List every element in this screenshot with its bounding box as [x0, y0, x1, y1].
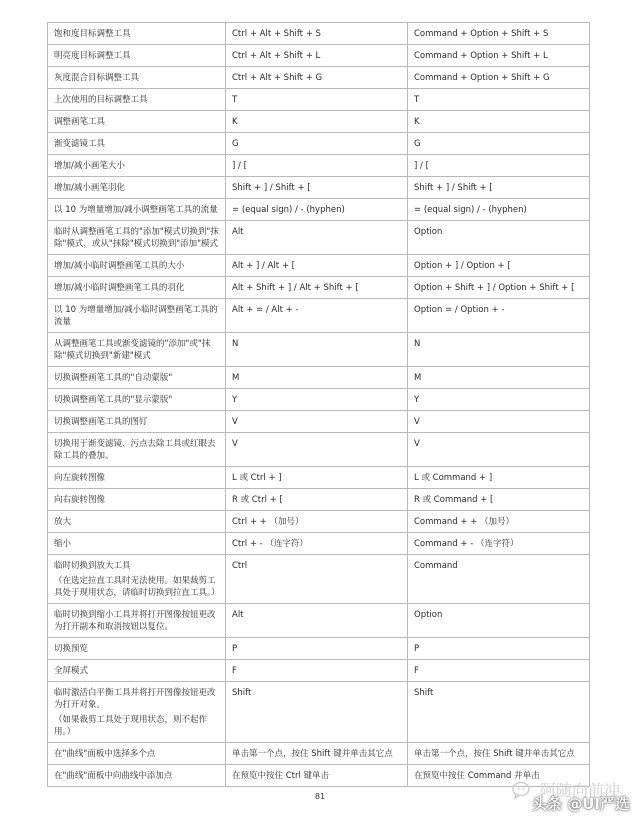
action-label: 调整画笔工具 [54, 117, 106, 127]
table-row [48, 177, 590, 199]
action-cell [48, 682, 226, 743]
action-cell [48, 660, 226, 682]
mac-shortcut-cell: P [408, 638, 590, 660]
table-row [48, 533, 590, 555]
shortcut-table-body [48, 23, 590, 787]
windows-shortcut-cell: Alt [226, 604, 408, 638]
mac-shortcut-cell: Command [408, 555, 590, 604]
source-badge: 头条 @UI严选 [532, 795, 630, 813]
windows-shortcut-cell: = (equal sign) / - (hyphen) [226, 199, 408, 221]
mac-shortcut-cell: ] / [ [408, 155, 590, 177]
mac-shortcut-cell: R 或 Command + [ [408, 489, 590, 511]
action-label: 切换调整画笔工具的"显示蒙版" [54, 395, 173, 405]
windows-shortcut-cell: Alt + Shift + ] / Alt + Shift + [ [226, 277, 408, 299]
table-row [48, 277, 590, 299]
action-label: 缩小 [54, 539, 72, 549]
windows-shortcut-cell: L 或 Ctrl + ] [226, 467, 408, 489]
shortcut-table [47, 22, 590, 787]
action-cell [48, 467, 226, 489]
windows-shortcut-cell: P [226, 638, 408, 660]
table-row [48, 199, 590, 221]
action-label: 从调整画笔工具或渐变滤镜的"添加"或"抹除"模式切换到"新建"模式 [54, 339, 211, 361]
mac-shortcut-cell: G [408, 133, 590, 155]
table-row [48, 89, 590, 111]
windows-shortcut-cell: K [226, 111, 408, 133]
table-row [48, 489, 590, 511]
windows-shortcut-cell: Ctrl + - （连字符） [226, 533, 408, 555]
table-row [48, 411, 590, 433]
action-label: 向右旋转图像 [54, 495, 106, 505]
table-row [48, 682, 590, 743]
action-cell [48, 155, 226, 177]
action-label: 在"曲线"面板中向曲线中添加点 [54, 771, 173, 781]
table-row [48, 45, 590, 67]
action-cell [48, 277, 226, 299]
mac-shortcut-cell: Option + Shift + ] / Option + Shift + [ [408, 277, 590, 299]
action-label: 切换预览 [54, 644, 89, 654]
windows-shortcut-cell: Ctrl + + （加号） [226, 511, 408, 533]
windows-shortcut-cell: Ctrl + Alt + Shift + L [226, 45, 408, 67]
action-cell [48, 743, 226, 765]
mac-shortcut-cell: T [408, 89, 590, 111]
windows-shortcut-cell: Ctrl + Alt + Shift + S [226, 23, 408, 45]
action-label: 增加/减小画笔大小 [54, 161, 125, 171]
table-row [48, 555, 590, 604]
windows-shortcut-cell: Alt [226, 221, 408, 255]
mac-shortcut-cell: Command + + （加号） [408, 511, 590, 533]
action-cell [48, 555, 226, 604]
mac-shortcut-cell: 单击第一个点，按住 Shift 键并单击其它点 [408, 743, 590, 765]
action-cell [48, 333, 226, 367]
action-label: 切换用于渐变滤镜、污点去除工具或红眼去除工具的叠加。 [54, 439, 216, 461]
document-page [47, 22, 589, 787]
windows-shortcut-cell: Shift + ] / Shift + [ [226, 177, 408, 199]
table-row [48, 604, 590, 638]
table-row [48, 155, 590, 177]
table-row [48, 23, 590, 45]
windows-shortcut-cell: Ctrl + Alt + Shift + G [226, 67, 408, 89]
mac-shortcut-cell: N [408, 333, 590, 367]
action-label: 临时激活白平衡工具并将打开图像按钮更改为打开对象。 [54, 688, 216, 710]
windows-shortcut-cell: G [226, 133, 408, 155]
action-cell [48, 489, 226, 511]
table-row [48, 743, 590, 765]
windows-shortcut-cell: Y [226, 389, 408, 411]
windows-shortcut-cell: T [226, 89, 408, 111]
action-cell [48, 367, 226, 389]
windows-shortcut-cell: Ctrl [226, 555, 408, 604]
action-cell [48, 67, 226, 89]
action-note: （在选定拉直工具时无法使用。如果裁剪工具处于现用状态，请临时切换到拉直工具。） [54, 576, 220, 598]
action-label: 灰度混合目标调整工具 [54, 73, 140, 83]
action-label: 切换调整画笔工具的"自动蒙版" [54, 373, 173, 383]
mac-shortcut-cell: Option [408, 604, 590, 638]
action-cell [48, 604, 226, 638]
mac-shortcut-cell: Shift + ] / Shift + [ [408, 177, 590, 199]
action-label: 上次使用的目标调整工具 [54, 95, 148, 105]
action-cell [48, 23, 226, 45]
mac-shortcut-cell: Option + ] / Option + [ [408, 255, 590, 277]
windows-shortcut-cell: M [226, 367, 408, 389]
action-label: 饱和度目标调整工具 [54, 29, 131, 39]
mac-shortcut-cell: Command + Option + Shift + G [408, 67, 590, 89]
mac-shortcut-cell: 在预览中按住 Command 并单击 [408, 765, 590, 787]
table-row [48, 111, 590, 133]
action-label: 临时切换到放大工具 [54, 561, 131, 571]
mac-shortcut-cell: Shift [408, 682, 590, 743]
table-row [48, 467, 590, 489]
action-cell [48, 389, 226, 411]
windows-shortcut-cell: Alt + ] / Alt + [ [226, 255, 408, 277]
mac-shortcut-cell: Command + Option + Shift + L [408, 45, 590, 67]
action-note: （如果裁剪工具处于现用状态，则不起作用。） [54, 715, 208, 737]
windows-shortcut-cell: ] / [ [226, 155, 408, 177]
table-row [48, 333, 590, 367]
action-cell [48, 433, 226, 467]
mac-shortcut-cell: Command + - （连字符） [408, 533, 590, 555]
action-cell [48, 511, 226, 533]
action-cell [48, 299, 226, 333]
wechat-bubble-icon [512, 781, 534, 799]
action-label: 渐变滤镜工具 [54, 139, 106, 149]
mac-shortcut-cell: L 或 Command + ] [408, 467, 590, 489]
table-row [48, 299, 590, 333]
table-row [48, 133, 590, 155]
action-label: 增加/减小画笔羽化 [54, 183, 125, 193]
action-cell [48, 765, 226, 787]
table-row [48, 433, 590, 467]
windows-shortcut-cell: V [226, 433, 408, 467]
action-label: 临时切换到缩小工具并将打开图像按钮更改为打开副本和取消按钮以复位。 [54, 610, 216, 632]
watermark-text: 阿随向前冲 [539, 781, 620, 800]
mac-shortcut-cell: Option = / Option + - [408, 299, 590, 333]
table-row [48, 660, 590, 682]
table-row [48, 765, 590, 787]
windows-shortcut-cell: Alt + = / Alt + - [226, 299, 408, 333]
mac-shortcut-cell: Option [408, 221, 590, 255]
windows-shortcut-cell: F [226, 660, 408, 682]
action-cell [48, 255, 226, 277]
action-cell [48, 199, 226, 221]
action-label: 放大 [54, 517, 72, 527]
action-cell [48, 177, 226, 199]
table-row [48, 511, 590, 533]
action-label: 增加/减小临时调整画笔工具的大小 [54, 261, 185, 271]
action-cell [48, 133, 226, 155]
table-row [48, 255, 590, 277]
action-label: 在"曲线"面板中选择多个点 [54, 749, 156, 759]
mac-shortcut-cell: Y [408, 389, 590, 411]
mac-shortcut-cell: = (equal sign) / - (hyphen) [408, 199, 590, 221]
action-label: 明亮度目标调整工具 [54, 51, 131, 61]
windows-shortcut-cell: R 或 Ctrl + [ [226, 489, 408, 511]
table-row [48, 221, 590, 255]
action-cell [48, 411, 226, 433]
mac-shortcut-cell: K [408, 111, 590, 133]
mac-shortcut-cell: Command + Option + Shift + S [408, 23, 590, 45]
action-label: 切换调整画笔工具的图钉 [54, 417, 148, 427]
action-cell [48, 638, 226, 660]
action-label: 以 10 为增量增加/减小临时调整画笔工具的流量 [54, 305, 218, 327]
action-label: 全屏模式 [54, 666, 89, 676]
action-cell [48, 533, 226, 555]
action-cell [48, 221, 226, 255]
mac-shortcut-cell: M [408, 367, 590, 389]
windows-shortcut-cell: 在预览中按住 Ctrl 键单击 [226, 765, 408, 787]
table-row [48, 389, 590, 411]
action-label: 临时从调整画笔工具的"添加"模式切换到"抹除"模式，或从"抹除"模式切换到"添加"模式 [54, 227, 219, 249]
windows-shortcut-cell: V [226, 411, 408, 433]
mac-shortcut-cell: F [408, 660, 590, 682]
windows-shortcut-cell: N [226, 333, 408, 367]
action-label: 增加/减小临时调整画笔工具的羽化 [54, 283, 185, 293]
action-label: 向左旋转图像 [54, 473, 106, 483]
page-number: 81 [314, 792, 326, 801]
mac-shortcut-cell: V [408, 433, 590, 467]
windows-shortcut-cell: Shift [226, 682, 408, 743]
windows-shortcut-cell: 单击第一个点，按住 Shift 键并单击其它点 [226, 743, 408, 765]
table-row [48, 67, 590, 89]
action-cell [48, 89, 226, 111]
action-label: 以 10 为增量增加/减小调整画笔工具的流量 [54, 205, 218, 215]
action-cell [48, 111, 226, 133]
table-row [48, 367, 590, 389]
action-cell [48, 45, 226, 67]
table-row [48, 638, 590, 660]
mac-shortcut-cell: V [408, 411, 590, 433]
